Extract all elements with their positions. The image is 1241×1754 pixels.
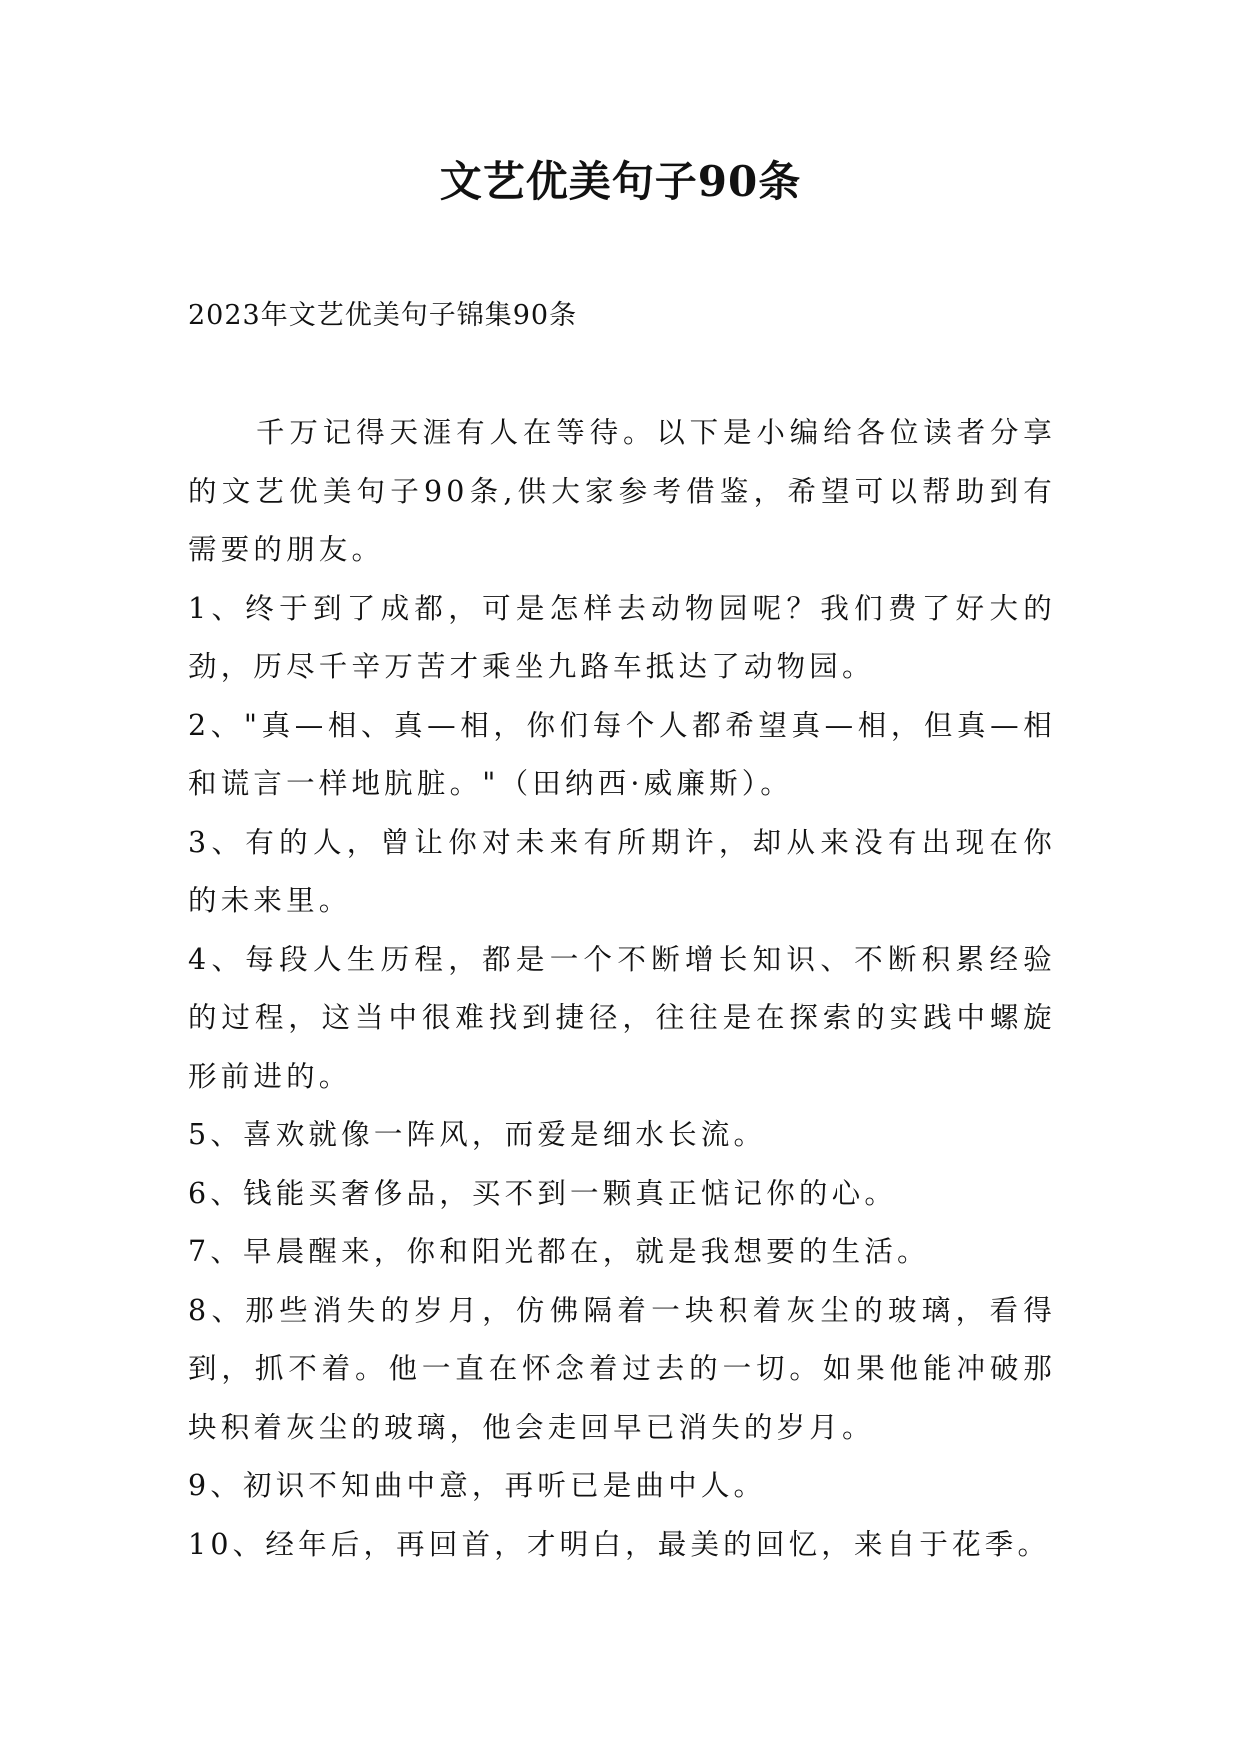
list-item: 4、每段人生历程，都是一个不断增长知识、不断积累经验的过程，这当中很难找到捷径，往往是在探索的实践中螺旋形前进的。 <box>188 942 1056 1093</box>
list-item: 1、终于到了成都，可是怎样去动物园呢？我们费了好大的劲，历尽千辛万苦才乘坐九路车抵达了动物园。 <box>188 591 1056 683</box>
list-item: 10、经年后，再回首，才明白，最美的回忆，来自于花季。 <box>188 1527 1051 1561</box>
list-item: 7、早晨醒来，你和阳光都在，就是我想要的生活。 <box>188 1235 930 1268</box>
intro-paragraph: 千万记得天涯有人在等待。以下是小编给各位读者分享的文艺优美句子90条,供大家参考借鉴，希望可以帮助到有需要的朋友。 <box>188 416 1056 566</box>
list-item: 6、钱能买奢侈品，买不到一颗真正惦记你的心。 <box>188 1176 898 1210</box>
document-title: 文艺优美句子90条 <box>439 157 802 206</box>
list-item: 3、有的人，曾让你对未来有所期许，却从来没有出现在你的未来里。 <box>188 825 1056 917</box>
list-item: 2、"真—相、真—相，你们每个人都希望真—相，但真—相和谎言一样地肮脏。"（田纳西·威廉斯）。 <box>188 708 1056 800</box>
list-item: 8、那些消失的岁月，仿佛隔着一块积着灰尘的玻璃，看得到，抓不着。他一直在怀念着过去的一切。如果他能冲破那块积着灰尘的玻璃，他会走回早已消失的岁月。 <box>188 1293 1056 1444</box>
list-item: 9、初识不知曲中意，再听已是曲中人。 <box>188 1469 767 1502</box>
document-subtitle: 2023年文艺优美句子锦集90条 <box>188 300 578 331</box>
list-item: 5、喜欢就像一阵风，而爱是细水长流。 <box>188 1118 767 1151</box>
document-body <box>188 404 1056 1574</box>
